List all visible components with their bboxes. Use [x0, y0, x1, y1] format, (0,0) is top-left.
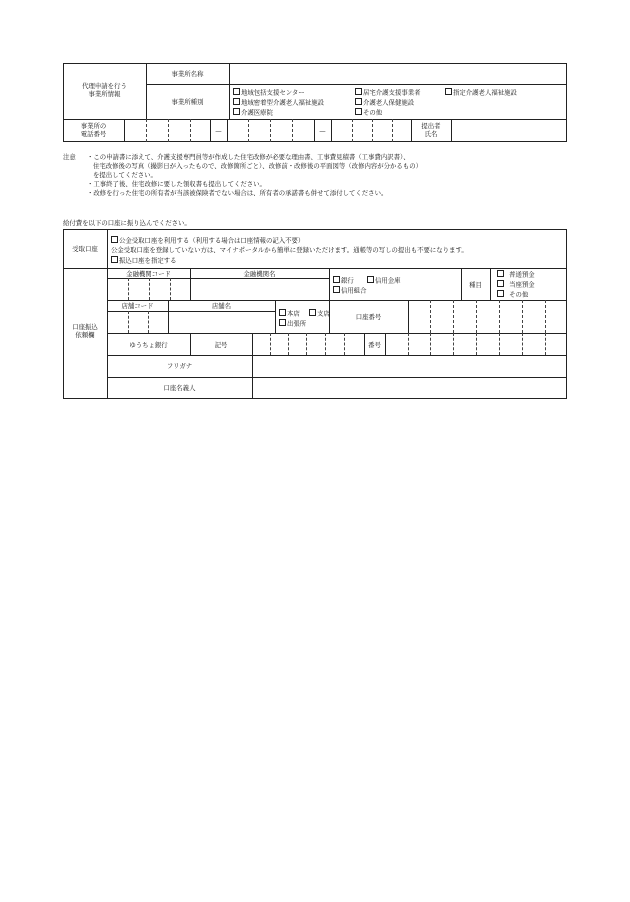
- checkbox-icon: [497, 270, 504, 277]
- kind-label: 種目: [469, 281, 482, 289]
- furigana-field[interactable]: [253, 356, 566, 377]
- account-no-label: 口座番号: [355, 313, 382, 321]
- notes-line-5: ・改修を行った住宅の所有者が当該被保険者でない場合は、所有者の承諾書も併せて添付してください。: [87, 189, 388, 197]
- phone-label-line1: 事業所の: [80, 122, 107, 130]
- number-label: 番号: [368, 341, 381, 349]
- branch-code-label: 店舗コード: [121, 302, 154, 310]
- bank-type-bank[interactable]: 銀行: [333, 276, 354, 285]
- bank-type-kumiai[interactable]: 信用組合: [333, 286, 367, 295]
- submitter-name-field[interactable]: [452, 120, 566, 141]
- office-type-option-5[interactable]: 介護老人保健施設: [355, 98, 414, 107]
- branch-type-main[interactable]: 本店: [279, 309, 300, 318]
- checkbox-icon: [497, 280, 504, 287]
- notes-line-3: を提出してください。: [93, 171, 157, 179]
- receipt-label: 受取口座: [72, 245, 98, 253]
- checkbox-icon: [111, 256, 118, 263]
- yucho-label: ゆうちょ銀行: [129, 341, 168, 349]
- transfer-label-line2: 依頼欄: [75, 331, 95, 339]
- checkbox-icon: [309, 309, 316, 316]
- holder-label: 口座名義人: [163, 384, 196, 392]
- kind-option-current[interactable]: 当座預金: [497, 280, 535, 289]
- checkbox-icon: [445, 88, 452, 95]
- checkbox-icon: [333, 276, 340, 283]
- notes-label: 注意: [63, 153, 76, 161]
- symbol-label: 記号: [214, 341, 228, 349]
- checkbox-icon: [497, 290, 504, 297]
- checkbox-icon: [333, 286, 340, 293]
- agent-heading-line2: 事業所情報: [88, 90, 121, 98]
- transfer-label: [63, 323, 107, 339]
- submitter-label-line1: 提出者: [421, 122, 441, 130]
- branch-name-label: 店舗名: [211, 302, 232, 310]
- checkbox-icon: [233, 98, 240, 105]
- office-type-option-4[interactable]: 地域密着型介護老人福祉施設: [233, 98, 324, 107]
- office-type-label: 事業所種別: [171, 98, 204, 106]
- checkbox-icon: [279, 309, 286, 316]
- submitter-label-line2: 氏名: [424, 130, 438, 138]
- bank-code-label: 金融機関コード: [126, 270, 171, 278]
- bank-type-shinkin[interactable]: 信用金庫: [367, 276, 401, 285]
- office-name-field[interactable]: [230, 64, 566, 84]
- agent-heading: [63, 82, 146, 98]
- bank-name-label: 金融機関名: [243, 270, 276, 278]
- receipt-option-designate[interactable]: 振込口座を指定する: [111, 256, 177, 265]
- branch-type-office[interactable]: 出張所: [279, 319, 306, 328]
- kind-option-other[interactable]: その他: [497, 290, 528, 299]
- receipt-public-note: 公金受取口座を登録していない方は、マイナポータルから簡単に登録いただけます。通帳等の写しの提出も不要になります。: [111, 246, 468, 254]
- phone-dash-1: —: [215, 127, 222, 135]
- phone-dash-2: —: [319, 127, 326, 135]
- notes-line-2: 住宅改修後の写真（撮影日が入ったもので、改修箇所ごと）、改修前・改修後の平面図等（改修内容が分かるもの）: [93, 162, 422, 170]
- phone-label-line2: 電話番号: [80, 130, 107, 138]
- branch-type-branch[interactable]: 支店: [309, 309, 330, 318]
- office-type-option-3[interactable]: 指定介護老人福祉施設: [445, 88, 517, 97]
- office-type-option-6[interactable]: 介護医療院: [233, 108, 273, 117]
- phone-label: [63, 122, 124, 138]
- receipt-option-public[interactable]: 公金受取口座を利用する（利用する場合は口座情報の記入不要）: [111, 236, 304, 245]
- checkbox-icon: [355, 108, 362, 115]
- holder-field[interactable]: [253, 378, 566, 398]
- transfer-label-line1: 口座振込: [72, 323, 98, 331]
- notes-line-4: ・工事終了後、住宅改修に要した領収書も提出してください。: [87, 180, 266, 188]
- payment-intro: 給付費を以下の口座に振り込んでください。: [63, 219, 191, 227]
- office-type-option-1[interactable]: 地域包括支援センター: [233, 88, 305, 97]
- kind-option-ordinary[interactable]: 普通預金: [497, 270, 535, 279]
- checkbox-icon: [233, 88, 240, 95]
- checkbox-icon: [355, 98, 362, 105]
- office-name-label: 事業所名称: [171, 70, 204, 78]
- agent-heading-line1: 代理申請を行う: [82, 82, 127, 90]
- submitter-label: [411, 122, 451, 138]
- office-type-option-7[interactable]: その他: [355, 108, 382, 117]
- notes-line-1: ・この申請書に添えて、介護支援専門員等が作成した住宅改修が必要な理由書、工事費見積書（工事費内訳書）、: [87, 153, 410, 161]
- checkbox-icon: [367, 276, 374, 283]
- checkbox-icon: [111, 236, 118, 243]
- checkbox-icon: [233, 108, 240, 115]
- furigana-label: フリガナ: [166, 362, 193, 370]
- checkbox-icon: [279, 319, 286, 326]
- checkbox-icon: [355, 88, 362, 95]
- office-type-option-2[interactable]: 居宅介護支援事業者: [355, 88, 421, 97]
